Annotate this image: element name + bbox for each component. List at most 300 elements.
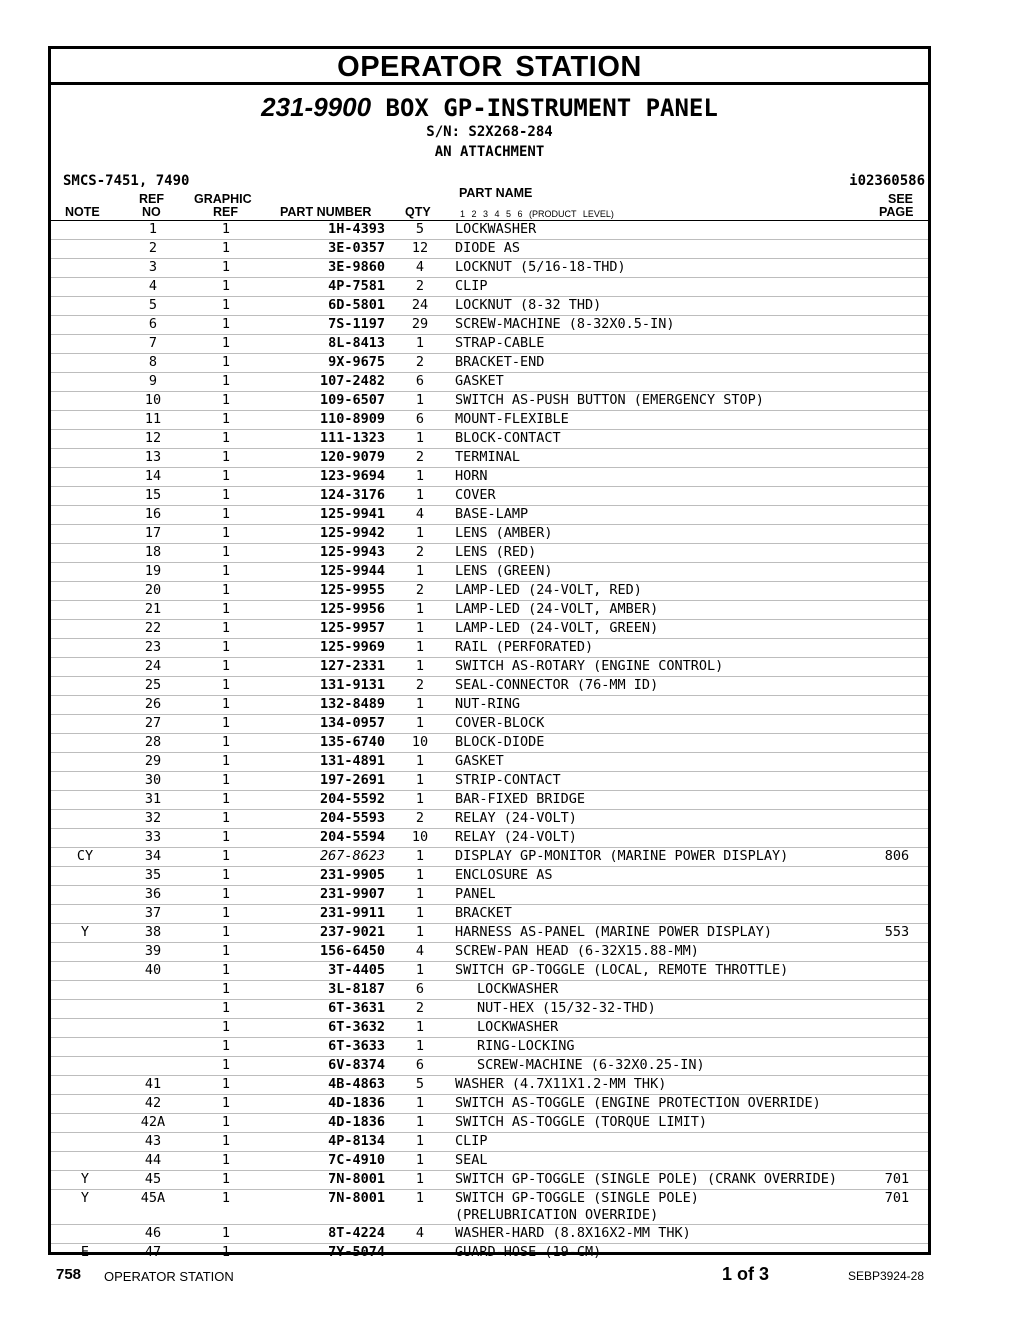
part-number-cell: 4P-8134: [265, 1133, 385, 1152]
graphic-ref-cell: 1: [187, 943, 265, 962]
table-row: [51, 734, 928, 753]
qty-cell: 1: [385, 601, 455, 620]
note-cell: [51, 240, 119, 259]
qty-cell: 4: [385, 943, 455, 962]
note-cell: [51, 943, 119, 962]
table-row: [51, 677, 928, 696]
qty-cell: 6: [385, 1057, 455, 1076]
ref-no-cell: 24: [119, 658, 187, 677]
table-row: [51, 1171, 928, 1190]
ref-no-cell: [119, 1057, 187, 1076]
part-name-cell: [455, 544, 866, 563]
graphic-ref-cell: 1: [187, 316, 265, 335]
part-name-cell: [455, 1171, 866, 1190]
ref-no-cell: [119, 1038, 187, 1057]
part-name-line: LOCKNUT (8-32 THD): [455, 297, 602, 313]
part-name-line: RING-LOCKING: [477, 1038, 575, 1054]
see-page-cell: [866, 829, 928, 848]
see-page-cell: [866, 278, 928, 297]
see-page-cell: [866, 373, 928, 392]
part-name-line: SWITCH AS-TOGGLE (ENGINE PROTECTION OVERRIDE): [455, 1095, 821, 1111]
part-name-cell: [455, 867, 866, 886]
ref-no-cell: 4: [119, 278, 187, 297]
part-number-cell: 197-2691: [265, 772, 385, 791]
table-row: [51, 411, 928, 430]
graphic-ref-cell: 1: [187, 449, 265, 468]
qty-cell: 1: [385, 1114, 455, 1133]
part-number-cell: 231-9905: [265, 867, 385, 886]
part-name-line: WASHER (4.7X11X1.2-MM THK): [455, 1076, 667, 1092]
table-row: [51, 1244, 928, 1263]
part-name-cell: [455, 601, 866, 620]
note-cell: [51, 715, 119, 734]
ref-no-cell: 5: [119, 297, 187, 316]
col-graphic-bottom: REF: [213, 205, 238, 219]
qty-cell: 5: [385, 1076, 455, 1095]
part-name-cell: [455, 658, 866, 677]
part-name-line: COVER-BLOCK: [455, 715, 545, 731]
table-row: [51, 696, 928, 715]
qty-cell: 1: [385, 1133, 455, 1152]
note-cell: [51, 392, 119, 411]
note-cell: [51, 829, 119, 848]
graphic-ref-cell: 1: [187, 487, 265, 506]
ref-no-cell: 36: [119, 886, 187, 905]
part-name-cell: [455, 639, 866, 658]
ref-no-cell: 21: [119, 601, 187, 620]
graphic-ref-cell: 1: [187, 240, 265, 259]
note-cell: [51, 1133, 119, 1152]
graphic-ref-cell: 1: [187, 411, 265, 430]
ref-no-cell: 30: [119, 772, 187, 791]
table-row: [51, 905, 928, 924]
ref-no-cell: 43: [119, 1133, 187, 1152]
parts-table: [51, 221, 928, 1262]
qty-cell: 1: [385, 962, 455, 981]
note-cell: [51, 354, 119, 373]
table-row: [51, 316, 928, 335]
see-page-cell: 553: [866, 924, 928, 943]
note-cell: [51, 544, 119, 563]
ref-no-cell: 44: [119, 1152, 187, 1171]
part-name-line: GASKET: [455, 373, 504, 389]
part-name-line: LENS (AMBER): [455, 525, 553, 541]
note-cell: [51, 791, 119, 810]
col-ref-bottom: NO: [142, 205, 161, 219]
part-name-line: GUARD-HOSE (19-CM): [455, 1244, 602, 1260]
graphic-ref-cell: 1: [187, 373, 265, 392]
part-number-cell: 131-9131: [265, 677, 385, 696]
table-row: [51, 544, 928, 563]
qty-cell: 6: [385, 373, 455, 392]
graphic-ref-cell: 1: [187, 1190, 265, 1225]
part-number-cell: 267-8623: [265, 848, 385, 867]
graphic-ref-cell: 1: [187, 1114, 265, 1133]
see-page-cell: [866, 449, 928, 468]
serial-number: S/N: S2X268-284: [426, 124, 553, 140]
table-row: [51, 601, 928, 620]
ref-no-cell: 27: [119, 715, 187, 734]
col-ref-top: REF: [139, 192, 164, 206]
see-page-cell: [866, 601, 928, 620]
note-cell: [51, 563, 119, 582]
note-cell: [51, 1057, 119, 1076]
table-row: [51, 810, 928, 829]
see-page-cell: [866, 1133, 928, 1152]
see-page-cell: [866, 544, 928, 563]
part-name-cell: [455, 430, 866, 449]
qty-cell: 1: [385, 886, 455, 905]
part-name-cell: [455, 1057, 866, 1076]
see-page-cell: 806: [866, 848, 928, 867]
qty-cell: 1: [385, 924, 455, 943]
part-number-cell: 7C-4910: [265, 1152, 385, 1171]
table-row: [51, 1133, 928, 1152]
part-number-cell: 7Y-5074: [328, 1244, 385, 1260]
table-row: [51, 715, 928, 734]
note-cell: [51, 449, 119, 468]
graphic-ref-cell: 1: [187, 658, 265, 677]
section-title: OPERATOR STATION: [51, 49, 928, 85]
graphic-ref-cell: 1: [187, 1000, 265, 1019]
graphic-ref-cell: 1: [187, 715, 265, 734]
table-row: [51, 1038, 928, 1057]
note-cell: Y: [51, 1171, 119, 1190]
ref-no-cell: 29: [119, 753, 187, 772]
qty-cell: 5: [385, 221, 455, 240]
see-page-cell: [866, 791, 928, 810]
table-row: [51, 1225, 928, 1244]
graphic-ref-cell: 1: [187, 905, 265, 924]
part-number-cell: 3E-9860: [265, 259, 385, 278]
part-number-cell: 124-3176: [265, 487, 385, 506]
note-cell: [51, 297, 119, 316]
part-name-line: BLOCK-CONTACT: [455, 430, 561, 446]
part-number-cell: 8L-8413: [265, 335, 385, 354]
see-page-cell: [866, 1095, 928, 1114]
qty-cell: 1: [385, 905, 455, 924]
see-page-cell: [866, 905, 928, 924]
see-page-cell: [866, 487, 928, 506]
qty-cell: 1: [385, 487, 455, 506]
part-number-cell: 6D-5801: [265, 297, 385, 316]
part-name-line: BLOCK-DIODE: [455, 734, 545, 750]
ref-no-cell: 25: [119, 677, 187, 696]
graphic-ref-cell: 1: [221, 1244, 231, 1260]
part-name-cell: [455, 1000, 866, 1019]
document-id: SEBP3924-28: [847, 1269, 924, 1283]
table-row: [51, 848, 928, 867]
ref-no-cell: 45A: [119, 1190, 187, 1225]
graphic-ref-cell: 1: [187, 620, 265, 639]
see-page-cell: [866, 734, 928, 753]
part-name-cell: [455, 905, 866, 924]
note-cell: [51, 1019, 119, 1038]
see-page-cell: [866, 962, 928, 981]
see-page-cell: [866, 582, 928, 601]
note-cell: [51, 1000, 119, 1019]
part-name-cell: [455, 468, 866, 487]
part-name-cell: [455, 791, 866, 810]
part-name-line: DISPLAY GP-MONITOR (MARINE POWER DISPLAY): [455, 848, 789, 864]
table-row: [51, 430, 928, 449]
qty-cell: 1: [385, 867, 455, 886]
graphic-ref-cell: 1: [187, 639, 265, 658]
part-name-cell: [455, 240, 866, 259]
part-name-cell: [455, 1019, 866, 1038]
ref-no-cell: 38: [119, 924, 187, 943]
part-number-cell: 9X-9675: [265, 354, 385, 373]
part-name-line: SWITCH GP-TOGGLE (SINGLE POLE): [455, 1190, 699, 1206]
table-row: [51, 259, 928, 278]
note-cell: [51, 753, 119, 772]
qty-cell: 10: [385, 734, 455, 753]
part-number-cell: 156-6450: [265, 943, 385, 962]
part-name-cell: [455, 677, 866, 696]
see-page-cell: [866, 658, 928, 677]
qty-cell: 1: [385, 525, 455, 544]
part-name-line: LAMP-LED (24-VOLT, AMBER): [455, 601, 659, 617]
table-row: [51, 658, 928, 677]
part-number-cell: 1H-4393: [265, 221, 385, 240]
part-number-cell: 107-2482: [265, 373, 385, 392]
part-name-line: NUT-RING: [455, 696, 521, 712]
note-cell: Y: [51, 1190, 119, 1225]
part-name-line: SWITCH AS-PUSH BUTTON (EMERGENCY STOP): [455, 392, 764, 408]
note-cell: [51, 1095, 119, 1114]
qty-cell: 1: [385, 1095, 455, 1114]
part-name-cell: [455, 1152, 866, 1171]
graphic-ref-cell: 1: [187, 1225, 265, 1244]
column-headers: [51, 186, 928, 221]
note-cell: [51, 487, 119, 506]
qty-cell: 1: [385, 468, 455, 487]
part-name-line: LAMP-LED (24-VOLT, GREEN): [455, 620, 659, 636]
part-name-line: SCREW-MACHINE (8-32X0.5-IN): [455, 316, 675, 332]
part-name-line: SWITCH AS-TOGGLE (TORQUE LIMIT): [455, 1114, 707, 1130]
part-name-line: SCREW-PAN HEAD (6-32X15.88-MM): [455, 943, 699, 959]
part-number-cell: 111-1323: [265, 430, 385, 449]
part-name-cell: [455, 981, 866, 1000]
ref-no-cell: [119, 1000, 187, 1019]
see-page-cell: [866, 753, 928, 772]
see-page-cell: [866, 240, 928, 259]
part-name-cell: [455, 525, 866, 544]
part-name-cell: [455, 316, 866, 335]
see-page-cell: [866, 639, 928, 658]
part-number-cell: 6T-3631: [265, 1000, 385, 1019]
table-row: [51, 354, 928, 373]
part-number-cell: 123-9694: [265, 468, 385, 487]
part-number-cell: 237-9021: [265, 924, 385, 943]
ref-no-cell: 6: [119, 316, 187, 335]
ref-no-cell: 37: [119, 905, 187, 924]
table-row: [51, 373, 928, 392]
graphic-ref-cell: 1: [187, 810, 265, 829]
ref-no-cell: [119, 1019, 187, 1038]
qty-cell: 1: [385, 335, 455, 354]
part-name-line: SEAL: [455, 1152, 488, 1168]
part-number-cell: 231-9907: [265, 886, 385, 905]
graphic-ref-cell: 1: [187, 297, 265, 316]
graphic-ref-cell: 1: [187, 601, 265, 620]
part-number-cell: 3E-0357: [265, 240, 385, 259]
ref-no-cell: 13: [119, 449, 187, 468]
graphic-ref-cell: 1: [187, 278, 265, 297]
part-name-cell: [455, 449, 866, 468]
part-number-cell: 6V-8374: [265, 1057, 385, 1076]
col-part-number: PART NUMBER: [280, 205, 372, 219]
part-name-line: DIODE AS: [455, 240, 521, 256]
illustration-id: i02360586: [849, 173, 925, 189]
part-number-cell: 110-8909: [265, 411, 385, 430]
part-name-cell: [455, 278, 866, 297]
qty-cell: 24: [385, 297, 455, 316]
graphic-ref-cell: 1: [187, 259, 265, 278]
note-cell: [51, 468, 119, 487]
part-number-cell: 125-9944: [265, 563, 385, 582]
graphic-ref-cell: 1: [187, 221, 265, 240]
part-number-cell: 231-9911: [265, 905, 385, 924]
note-cell: [51, 335, 119, 354]
col-graphic-top: GRAPHIC: [194, 192, 252, 206]
qty-cell: 1: [385, 1190, 455, 1225]
table-row: [51, 392, 928, 411]
graphic-ref-cell: 1: [187, 506, 265, 525]
table-row: [51, 487, 928, 506]
part-name-cell: [455, 886, 866, 905]
qty-cell: 1: [385, 1152, 455, 1171]
group-number: 231-9900: [261, 92, 372, 122]
part-number-cell: 109-6507: [265, 392, 385, 411]
part-name-cell: [455, 924, 866, 943]
part-name-line: STRAP-CABLE: [455, 335, 545, 351]
qty-cell: 1: [385, 715, 455, 734]
qty-cell: [385, 1244, 455, 1263]
graphic-ref-cell: 1: [187, 563, 265, 582]
see-page-cell: [866, 1152, 928, 1171]
table-row: [51, 981, 928, 1000]
table-row: [51, 449, 928, 468]
part-name-cell: [455, 715, 866, 734]
qty-cell: 2: [385, 1000, 455, 1019]
ref-no-cell: 33: [119, 829, 187, 848]
part-name-line: CLIP: [455, 1133, 488, 1149]
note-cell: [51, 1114, 119, 1133]
part-name-line: HORN: [455, 468, 488, 484]
part-name-cell: [455, 943, 866, 962]
part-number-cell: 6T-3633: [265, 1038, 385, 1057]
see-page-cell: [866, 411, 928, 430]
see-page-cell: [866, 867, 928, 886]
part-name-cell: [455, 696, 866, 715]
part-name-line: STRIP-CONTACT: [455, 772, 561, 788]
graphic-ref-cell: 1: [187, 1057, 265, 1076]
part-name-cell: [455, 1190, 866, 1225]
table-row: [51, 1152, 928, 1171]
part-number-cell: 135-6740: [265, 734, 385, 753]
part-name-cell: [455, 354, 866, 373]
part-name-line: NUT-HEX (15/32-32-THD): [477, 1000, 656, 1016]
graphic-ref-cell: 1: [187, 430, 265, 449]
note-cell: [51, 1225, 119, 1244]
graphic-ref-cell: 1: [187, 525, 265, 544]
part-number-cell: 6T-3632: [265, 1019, 385, 1038]
graphic-ref-cell: 1: [187, 1019, 265, 1038]
part-name-cell: [455, 335, 866, 354]
part-name-cell: [455, 1133, 866, 1152]
table-row: [51, 221, 928, 240]
qty-cell: 2: [385, 449, 455, 468]
note-cell: [51, 430, 119, 449]
see-page-cell: [866, 810, 928, 829]
note-cell: [51, 658, 119, 677]
see-page-cell: [866, 297, 928, 316]
qty-cell: 2: [385, 810, 455, 829]
part-name-cell: [455, 487, 866, 506]
table-row: [51, 1057, 928, 1076]
part-name-cell: [455, 810, 866, 829]
see-page-cell: [866, 221, 928, 240]
see-page-cell: [866, 696, 928, 715]
note-cell: [51, 810, 119, 829]
table-row: [51, 753, 928, 772]
table-row: [51, 335, 928, 354]
ref-no-cell: 20: [119, 582, 187, 601]
ref-no-cell: 34: [119, 848, 187, 867]
table-row: [51, 620, 928, 639]
note-cell: Y: [51, 924, 119, 943]
note-cell: [51, 278, 119, 297]
part-name-cell: [455, 772, 866, 791]
part-name-line: BASE-LAMP: [455, 506, 529, 522]
note-cell: [51, 316, 119, 335]
parts-list-sheet: [48, 46, 931, 1260]
ref-no-cell: 14: [119, 468, 187, 487]
part-name-cell: [455, 221, 866, 240]
part-number-cell: 204-5594: [265, 829, 385, 848]
part-name-cell: [455, 1244, 866, 1263]
table-row: [51, 639, 928, 658]
table-row: [51, 563, 928, 582]
part-name-line: BAR-FIXED BRIDGE: [455, 791, 586, 807]
part-name-line: RAIL (PERFORATED): [455, 639, 594, 655]
graphic-ref-cell: 1: [187, 1038, 265, 1057]
part-name-cell: [455, 1038, 866, 1057]
part-name-line: LOCKWASHER: [477, 981, 559, 997]
group-name: BOX GP-INSTRUMENT PANEL: [385, 94, 718, 122]
see-page-cell: [866, 772, 928, 791]
see-page-cell: [866, 392, 928, 411]
ref-no-cell: 42A: [119, 1114, 187, 1133]
ref-no-cell: 46: [119, 1225, 187, 1244]
part-name-line: RELAY (24-VOLT): [455, 810, 577, 826]
part-name-line: SWITCH AS-ROTARY (ENGINE CONTROL): [455, 658, 724, 674]
graphic-ref-cell: 1: [187, 753, 265, 772]
graphic-ref-cell: 1: [187, 734, 265, 753]
part-name-line: BRACKET-END: [455, 354, 545, 370]
graphic-ref-cell: 1: [187, 468, 265, 487]
part-name-cell: [455, 848, 866, 867]
note-cell: [51, 696, 119, 715]
part-name-cell: [455, 620, 866, 639]
see-page-cell: [866, 1076, 928, 1095]
graphic-ref-cell: 1: [187, 981, 265, 1000]
ref-no-cell: 32: [119, 810, 187, 829]
col-see-top: SEE: [888, 192, 914, 206]
qty-cell: 1: [385, 1171, 455, 1190]
part-name-line: MOUNT-FLEXIBLE: [455, 411, 569, 427]
